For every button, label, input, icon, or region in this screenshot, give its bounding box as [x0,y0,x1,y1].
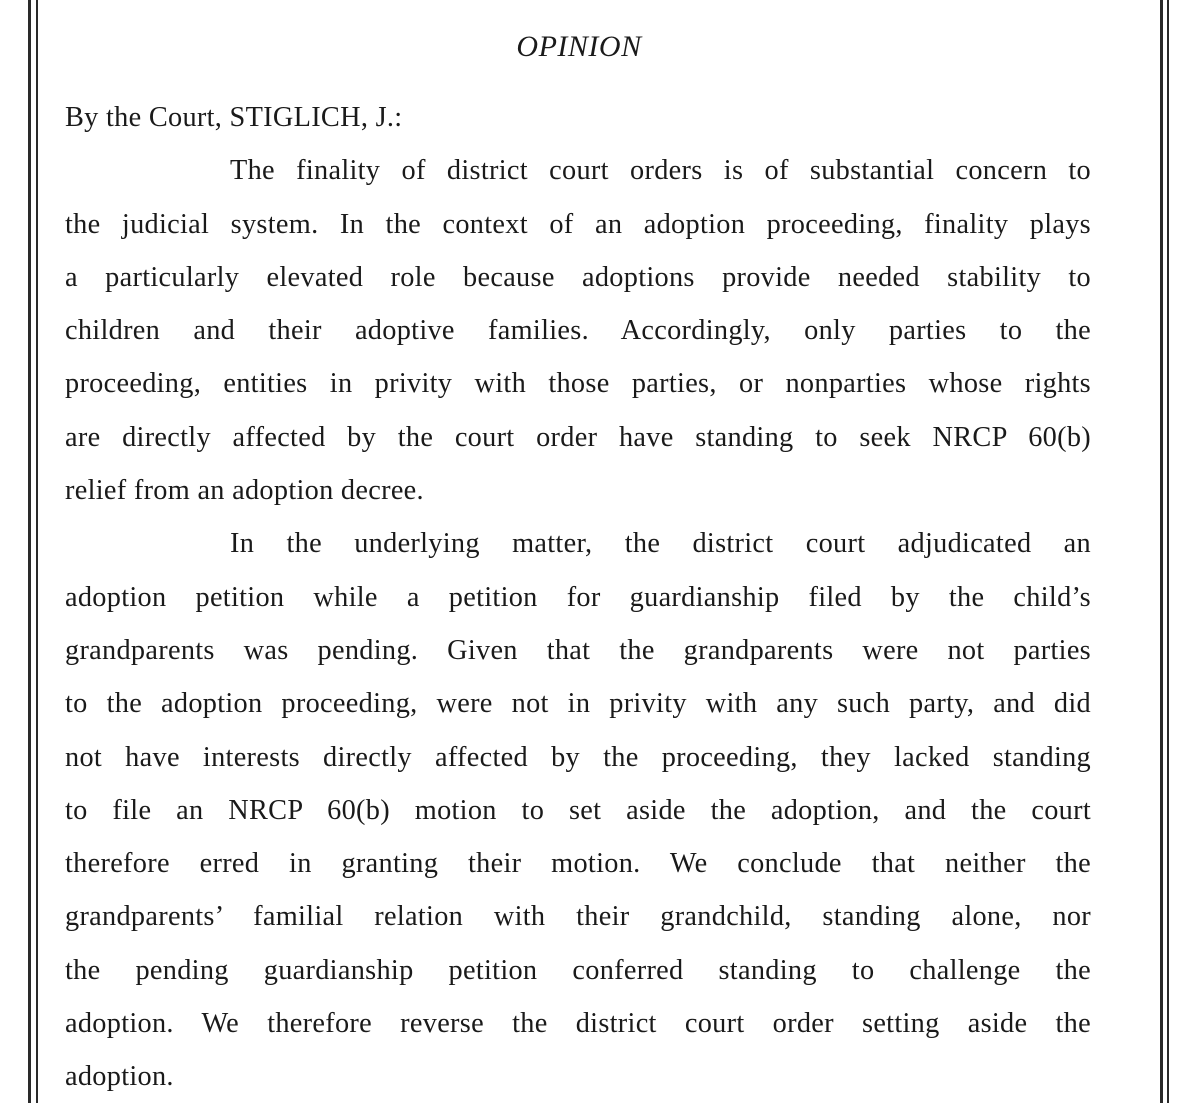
left-margin-rule-outer [28,0,31,1103]
paragraph-1-line-7: relief from an adoption decree. [65,475,424,507]
paragraph-1-line-3: a particularly elevated role because adoptions provide needed stability to [65,261,1091,293]
left-margin-rule-inner [36,0,38,1103]
paragraph-2-line-5: not have interests directly affected by the proceeding, they lacked standing [65,741,1091,773]
paragraph-1-line-5: proceeding, entities in privity with those parties, or nonparties whose rights [65,368,1091,400]
court-attribution: By the Court, STIGLICH, J.: [65,102,403,133]
paragraph-2-line-1: In the underlying matter, the district court adjudicated an [230,528,1091,560]
paragraph-2-line-9: the pending guardianship petition conferred standing to challenge the [65,954,1091,986]
paragraph-2-line-8: grandparents’ familial relation with their grandchild, standing alone, nor [65,901,1091,933]
paragraph-2-line-11: adoption. [65,1061,174,1093]
paragraph-2-line-2: adoption petition while a petition for guardianship filed by the child’s [65,581,1091,613]
paragraph-1-line-1: The finality of district court orders is of substantial concern to [230,155,1091,187]
right-margin-rule-inner [1167,0,1169,1103]
paragraph-2-line-4: to the adoption proceeding, were not in privity with any such party, and did [65,688,1091,720]
paragraph-2-line-3: grandparents was pending. Given that the grandparents were not parties [65,634,1091,666]
right-margin-rule-outer [1160,0,1163,1103]
paragraph-1-line-2: the judicial system. In the context of an adoption proceeding, finality plays [65,208,1091,240]
paragraph-2-line-7: therefore erred in granting their motion. We conclude that neither the [65,848,1091,880]
paragraph-2-line-6: to file an NRCP 60(b) motion to set aside the adoption, and the court [65,794,1091,826]
opinion-body [65,91,1091,1104]
opinion-heading: OPINION [516,30,642,63]
paragraph-1-line-4: children and their adoptive families. Accordingly, only parties to the [65,315,1091,347]
paragraph-1-line-6: are directly affected by the court order have standing to seek NRCP 60(b) [65,421,1091,453]
paragraph-2-line-10: adoption. We therefore reverse the district court order setting aside the [65,1008,1091,1040]
